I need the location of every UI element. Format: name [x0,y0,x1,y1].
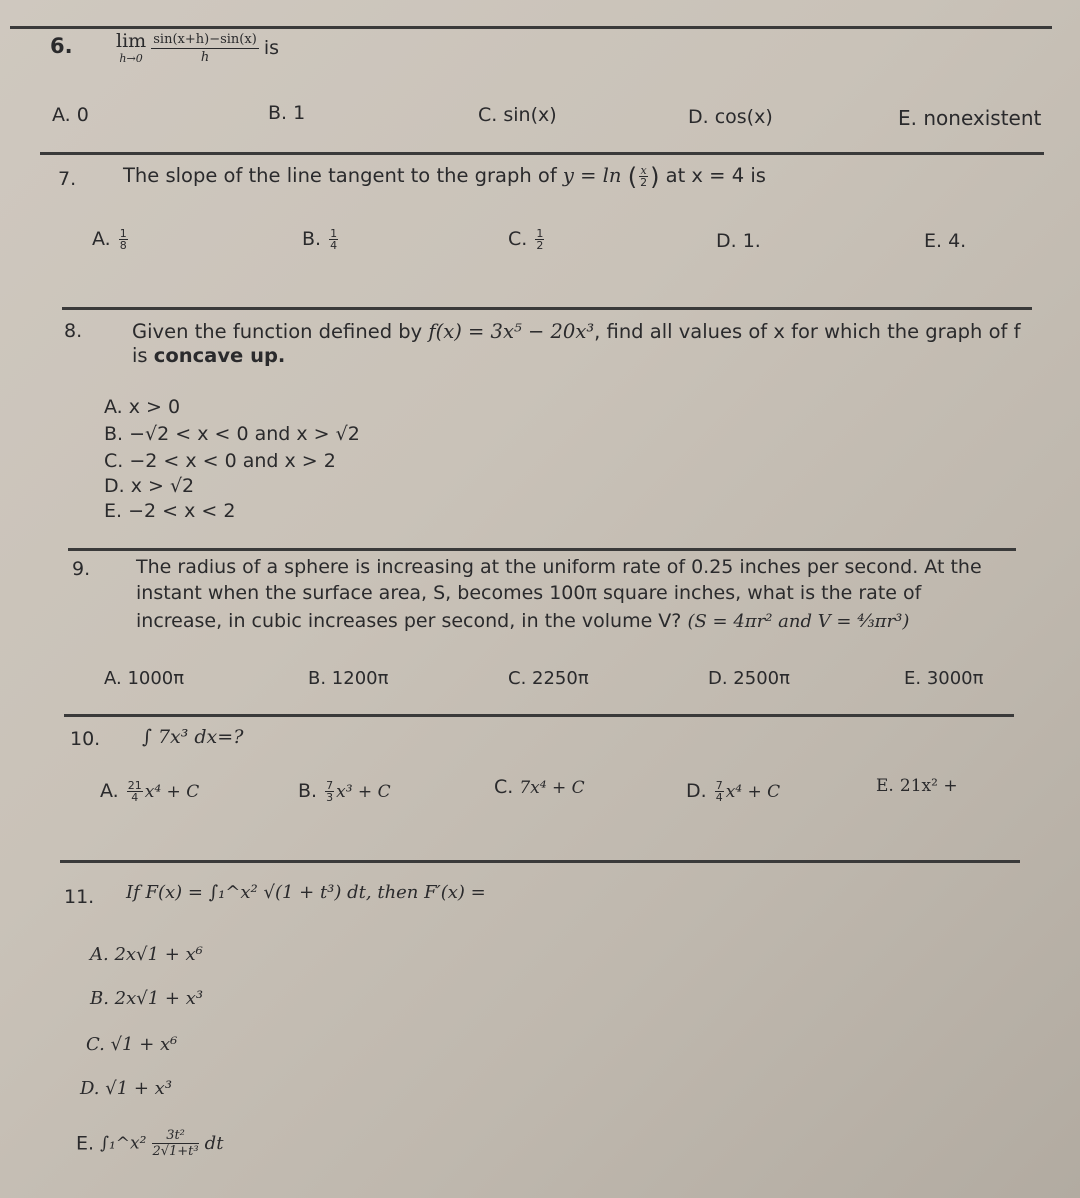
choice-e[interactable]: E. −2 < x < 2 [104,500,236,522]
lim-subscript: h→0 [119,52,143,65]
choice-b[interactable]: B. 1200π [308,668,389,689]
question-6 [50,34,73,58]
choice-b[interactable]: B. 1 [268,102,306,124]
choice-e[interactable]: E. nonexistent [898,106,1042,130]
choice-a[interactable]: A. $\frac{1}{8}$ [92,227,127,252]
question-7-prompt: The slope of the line tangent to the graph of y = ln ( $\frac{x}{2}$ ) at x = 4 is [123,162,766,191]
divider [64,714,1014,717]
choice-b[interactable]: B. 2x√1 + x³ [90,988,204,1009]
question-number: 11. [64,886,95,908]
divider [68,548,1016,551]
integrand-fraction: $\frac{\text{3t²}}{\text{2√1+t³}}$ [152,1128,199,1159]
choice-b[interactable]: B. $\frac{1}{4}$ [302,227,338,252]
divider [60,860,1020,863]
fraction: $\frac{x}{2}$ [640,164,648,189]
divider [40,152,1044,155]
function-expression: f(x) = 3x⁵ − 20x³ [428,320,595,343]
limit-expression [116,30,279,66]
lim-label: lim [116,30,147,52]
choice-a[interactable]: A. 0 [52,104,89,126]
choice-d[interactable]: D. 1. [716,230,761,252]
divider [10,26,1052,29]
integral-sign: ∫₁^x² [100,1133,147,1154]
choice-d[interactable]: D. 2500π [708,668,790,689]
choice-e[interactable]: E. 4. [924,230,967,252]
question-9-line2: instant when the surface area, S, becomes 100π square inches, what is the rate of [136,582,922,604]
choice-e[interactable]: E. 3000π [904,668,984,689]
question-number: 8. [64,320,83,342]
question-11-prompt: If F(x) = ∫₁^x² √(1 + t³) dt, then F′(x) = [126,882,486,903]
equation: y = ln [562,164,622,187]
choice-b[interactable]: B. $\frac{7}{3}$ x³ + C [298,779,391,804]
choice-c[interactable]: C. 7x⁴ + C [494,776,585,798]
choice-c[interactable]: C. sin(x) [478,104,557,126]
question-10-prompt: ∫ 7x³ dx=? [142,726,244,748]
choice-c[interactable]: C. $\frac{1}{2}$ [508,227,544,252]
choice-c[interactable]: C. √1 + x⁶ [86,1034,178,1055]
divider [62,307,1032,310]
limit-denominator: h [200,49,210,65]
limit-numerator: sin(x+h)−sin(x) [153,31,257,47]
question-number: 6. [50,34,73,58]
question-number: 7. [58,168,77,190]
choice-a[interactable]: A. 1000π [104,668,185,689]
choice-d[interactable]: D. $\frac{7}{4}$ x⁴ + C [686,779,781,804]
question-8-prompt-line1: Given the function defined by f(x) = 3x⁵ − 20x³, find all values of x for which the graph of f [132,320,1021,343]
choice-a[interactable]: A. 2x√1 + x⁶ [90,944,203,965]
question-9-line1: The radius of a sphere is increasing at the uniform rate of 0.25 inches per second. At the [136,556,982,578]
choice-e[interactable]: E. 21x² + [876,776,958,796]
question-8-prompt-line2: is concave up. [132,344,286,367]
question-9-line3: increase, in cubic increases per second, in the volume V? (S = 4πr² and V = ⁴⁄₃πr³) [136,610,910,632]
choice-d[interactable]: D. x > √2 [104,475,195,497]
choice-e[interactable]: E. ∫₁^x² $\frac{\text{3t²}}{\text{2√1+t³}}$ dt [76,1128,224,1159]
question-number: 9. [72,558,91,580]
choice-d[interactable]: D. √1 + x³ [80,1078,173,1099]
formula: (S = 4πr² and V = ⁴⁄₃πr³) [687,611,910,632]
choice-d[interactable]: D. cos(x) [688,106,773,128]
question-number: 10. [70,728,101,750]
choice-c[interactable]: C. 2250π [508,668,589,689]
choice-a[interactable]: A. x > 0 [104,396,181,418]
choice-b[interactable]: B. −√2 < x < 0 and x > √2 [104,423,360,445]
choice-c[interactable]: C. −2 < x < 0 and x > 2 [104,450,336,472]
limit-suffix: is [263,37,280,59]
choice-a[interactable]: A. $\frac{21}{4}$ x⁴ + C [100,779,200,804]
